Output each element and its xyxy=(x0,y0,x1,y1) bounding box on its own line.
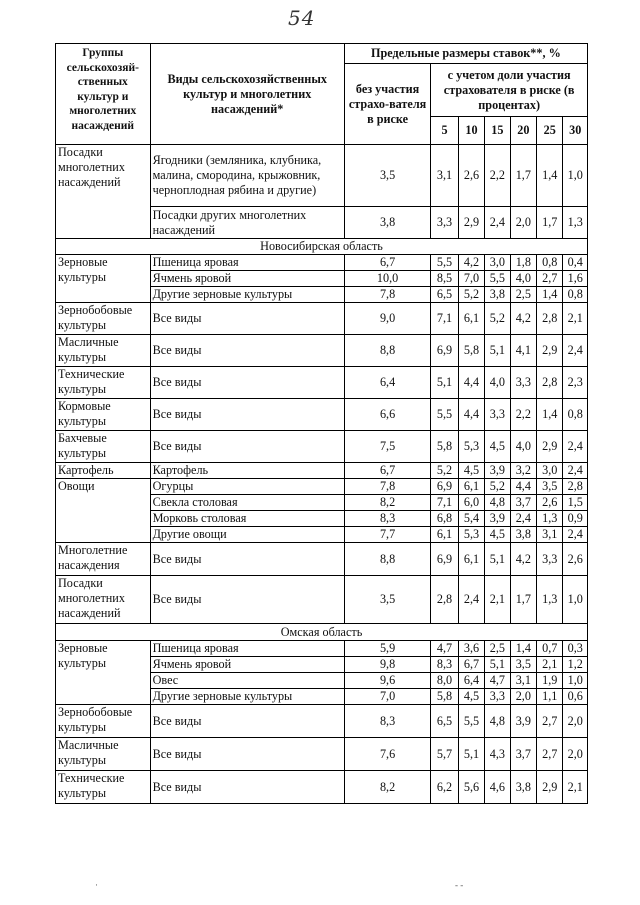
base-rate-cell: 6,7 xyxy=(344,255,430,271)
rate-cell: 4,0 xyxy=(485,367,510,399)
base-rate-cell: 5,9 xyxy=(344,641,430,657)
rate-cell: 3,3 xyxy=(485,399,510,431)
rate-cell: 5,5 xyxy=(431,399,458,431)
rate-cell: 2,0 xyxy=(563,705,588,738)
rate-cell: 4,8 xyxy=(485,705,510,738)
base-rate-cell: 6,6 xyxy=(344,399,430,431)
base-rate-cell: 8,3 xyxy=(344,705,430,738)
rate-cell: 1,7 xyxy=(510,145,536,207)
rate-cell: 2,2 xyxy=(510,399,536,431)
kind-column-header: Виды сельскохозяйственных культур и многолетних насаждений* xyxy=(150,44,344,145)
rate-cell: 1,2 xyxy=(563,657,588,673)
rate-cell: 4,2 xyxy=(458,255,484,271)
rate-cell: 2,9 xyxy=(458,207,484,239)
crop-kind-cell: Все виды xyxy=(150,771,344,804)
base-rate-cell: 6,7 xyxy=(344,463,430,479)
share-percent-header: 10 xyxy=(458,117,484,145)
crop-kind-cell: Все виды xyxy=(150,738,344,771)
insurance-rates-table xyxy=(55,43,588,804)
rate-cell: 0,9 xyxy=(563,511,588,527)
base-rate-cell: 10,0 xyxy=(344,271,430,287)
rate-cell: 4,6 xyxy=(485,771,510,804)
rate-cell: 3,9 xyxy=(485,463,510,479)
crop-kind-cell: Все виды xyxy=(150,705,344,738)
table-row xyxy=(56,771,588,804)
rate-cell: 1,3 xyxy=(537,511,563,527)
rate-cell: 0,6 xyxy=(563,689,588,705)
rate-cell: 5,1 xyxy=(485,335,510,367)
rate-cell: 4,4 xyxy=(458,399,484,431)
crop-kind-cell: Все виды xyxy=(150,399,344,431)
rate-cell: 1,4 xyxy=(537,399,563,431)
rate-cell: 1,7 xyxy=(510,576,536,624)
rate-cell: 1,4 xyxy=(537,287,563,303)
with-share-header: с учетом доли участия страхователя в риске (в процентах) xyxy=(431,64,588,117)
crop-kind-cell: Ячмень яровой xyxy=(150,271,344,287)
rate-cell: 5,5 xyxy=(431,255,458,271)
base-rate-cell: 3,5 xyxy=(344,145,430,207)
rate-cell: 2,8 xyxy=(537,367,563,399)
table-row xyxy=(56,303,588,335)
rate-cell: 2,5 xyxy=(485,641,510,657)
rate-cell: 4,3 xyxy=(485,738,510,771)
base-rate-cell: 9,0 xyxy=(344,303,430,335)
share-percent-header: 25 xyxy=(537,117,563,145)
rate-cell: 3,1 xyxy=(510,673,536,689)
rate-cell: 1,3 xyxy=(563,207,588,239)
rate-cell: 4,4 xyxy=(458,367,484,399)
rate-cell: 1,4 xyxy=(537,145,563,207)
table-row xyxy=(56,705,588,738)
crop-group-cell: Зернобобовые культуры xyxy=(56,303,151,335)
rate-cell: 5,2 xyxy=(485,303,510,335)
rate-cell: 2,1 xyxy=(563,771,588,804)
rate-cell: 6,4 xyxy=(458,673,484,689)
rate-cell: 6,9 xyxy=(431,543,458,576)
region-title: Новосибирская область xyxy=(56,239,588,255)
crop-kind-cell: Все виды xyxy=(150,576,344,624)
base-rate-cell: 8,8 xyxy=(344,543,430,576)
crop-kind-cell: Морковь столовая xyxy=(150,511,344,527)
rate-cell: 3,7 xyxy=(510,495,536,511)
rate-cell: 1,0 xyxy=(563,576,588,624)
rate-cell: 5,7 xyxy=(431,738,458,771)
rate-cell: 0,4 xyxy=(563,255,588,271)
rate-cell: 0,8 xyxy=(563,287,588,303)
table-row xyxy=(56,431,588,463)
rate-cell: 3,8 xyxy=(485,287,510,303)
crop-kind-cell: Огурцы xyxy=(150,479,344,495)
scan-mark: · xyxy=(95,880,98,890)
crop-group-cell: Картофель xyxy=(56,463,151,479)
rate-cell: 3,8 xyxy=(510,527,536,543)
base-rate-cell: 6,4 xyxy=(344,367,430,399)
rate-cell: 8,5 xyxy=(431,271,458,287)
group-column-header: Группы сельскохозяй-ственных культур и многолетних насаждений xyxy=(56,44,151,145)
rate-cell: 6,5 xyxy=(431,287,458,303)
rate-cell: 1,0 xyxy=(563,673,588,689)
crop-kind-cell: Другие зерновые культуры xyxy=(150,287,344,303)
rate-cell: 2,7 xyxy=(537,705,563,738)
rate-cell: 2,4 xyxy=(485,207,510,239)
rate-cell: 5,2 xyxy=(485,479,510,495)
rate-cell: 7,1 xyxy=(431,303,458,335)
crop-kind-cell: Картофель xyxy=(150,463,344,479)
base-rate-cell: 3,8 xyxy=(344,207,430,239)
region-row xyxy=(56,239,588,255)
rate-cell: 2,1 xyxy=(563,303,588,335)
region-title: Омская область xyxy=(56,624,588,641)
rate-cell: 2,4 xyxy=(563,335,588,367)
rate-cell: 4,0 xyxy=(510,271,536,287)
rate-cell: 5,1 xyxy=(458,738,484,771)
rate-cell: 4,4 xyxy=(510,479,536,495)
limits-header: Предельные размеры ставок**, % xyxy=(344,44,587,64)
rate-cell: 2,9 xyxy=(537,431,563,463)
rate-cell: 5,6 xyxy=(458,771,484,804)
base-rate-cell: 7,0 xyxy=(344,689,430,705)
crop-group-cell: Масличные культуры xyxy=(56,335,151,367)
rate-cell: 3,6 xyxy=(458,641,484,657)
crop-kind-cell: Все виды xyxy=(150,335,344,367)
crop-kind-cell: Другие овощи xyxy=(150,527,344,543)
rate-cell: 5,3 xyxy=(458,527,484,543)
rate-cell: 6,0 xyxy=(458,495,484,511)
rate-cell: 8,3 xyxy=(431,657,458,673)
rate-cell: 2,4 xyxy=(563,463,588,479)
rate-cell: 2,9 xyxy=(537,335,563,367)
rate-cell: 1,0 xyxy=(563,145,588,207)
rate-cell: 2,0 xyxy=(510,689,536,705)
table-row xyxy=(56,463,588,479)
rate-cell: 1,3 xyxy=(537,576,563,624)
crop-kind-cell: Свекла столовая xyxy=(150,495,344,511)
base-rate-cell: 7,8 xyxy=(344,479,430,495)
rate-cell: 3,7 xyxy=(510,738,536,771)
rate-cell: 0,8 xyxy=(563,399,588,431)
table-row xyxy=(56,543,588,576)
rate-cell: 5,2 xyxy=(431,463,458,479)
rate-cell: 4,7 xyxy=(431,641,458,657)
rate-cell: 3,3 xyxy=(431,207,458,239)
base-rate-cell: 3,5 xyxy=(344,576,430,624)
rate-cell: 2,0 xyxy=(510,207,536,239)
rate-cell: 3,3 xyxy=(510,367,536,399)
rate-cell: 3,1 xyxy=(431,145,458,207)
rate-cell: 4,2 xyxy=(510,543,536,576)
table-row xyxy=(56,641,588,657)
rate-cell: 2,8 xyxy=(537,303,563,335)
crop-kind-cell: Пшеница яровая xyxy=(150,641,344,657)
rate-cell: 0,8 xyxy=(537,255,563,271)
rate-cell: 2,3 xyxy=(563,367,588,399)
rate-cell: 6,1 xyxy=(458,479,484,495)
crop-kind-cell: Другие зерновые культуры xyxy=(150,689,344,705)
crop-group-cell: Овощи xyxy=(56,479,151,543)
rate-cell: 4,8 xyxy=(485,495,510,511)
rate-cell: 2,1 xyxy=(537,657,563,673)
rate-cell: 2,4 xyxy=(563,431,588,463)
crop-group-cell: Кормовые культуры xyxy=(56,399,151,431)
crop-group-cell: Посадки многолетних насаждений xyxy=(56,576,151,624)
rate-cell: 5,4 xyxy=(458,511,484,527)
rate-cell: 3,1 xyxy=(537,527,563,543)
rate-cell: 2,5 xyxy=(510,287,536,303)
crop-group-cell: Технические культуры xyxy=(56,771,151,804)
crop-group-cell: Посадки многолетних насаждений xyxy=(56,145,151,239)
crop-group-cell: Многолетние насаждения xyxy=(56,543,151,576)
rate-cell: 4,5 xyxy=(485,431,510,463)
crop-kind-cell: Все виды xyxy=(150,367,344,399)
rate-cell: 5,8 xyxy=(458,335,484,367)
rate-cell: 0,7 xyxy=(537,641,563,657)
rate-cell: 6,7 xyxy=(458,657,484,673)
rate-cell: 1,9 xyxy=(537,673,563,689)
rate-cell: 3,0 xyxy=(537,463,563,479)
rate-cell: 3,5 xyxy=(537,479,563,495)
rate-cell: 3,3 xyxy=(537,543,563,576)
table-row xyxy=(56,399,588,431)
rate-cell: 5,5 xyxy=(485,271,510,287)
table-row xyxy=(56,738,588,771)
share-percent-header: 15 xyxy=(485,117,510,145)
rate-cell: 6,2 xyxy=(431,771,458,804)
table-row xyxy=(56,145,588,207)
rate-cell: 2,8 xyxy=(431,576,458,624)
crop-kind-cell: Все виды xyxy=(150,431,344,463)
share-percent-header: 5 xyxy=(431,117,458,145)
scan-mark: - - xyxy=(455,880,464,890)
rate-cell: 5,5 xyxy=(458,705,484,738)
crop-group-cell: Масличные культуры xyxy=(56,738,151,771)
rate-cell: 3,9 xyxy=(510,705,536,738)
rate-cell: 1,8 xyxy=(510,255,536,271)
table-row xyxy=(56,479,588,495)
rate-cell: 3,3 xyxy=(485,689,510,705)
rate-cell: 3,2 xyxy=(510,463,536,479)
rate-cell: 2,4 xyxy=(510,511,536,527)
crop-kind-cell: Посадки других многолетних насаждений xyxy=(150,207,344,239)
rate-cell: 2,4 xyxy=(563,527,588,543)
rate-cell: 5,2 xyxy=(458,287,484,303)
rate-cell: 5,1 xyxy=(485,657,510,673)
share-percent-header: 30 xyxy=(563,117,588,145)
rate-cell: 3,5 xyxy=(510,657,536,673)
rate-cell: 2,4 xyxy=(458,576,484,624)
table-row xyxy=(56,367,588,399)
rate-cell: 5,3 xyxy=(458,431,484,463)
rate-cell: 4,1 xyxy=(510,335,536,367)
base-rate-cell: 8,2 xyxy=(344,495,430,511)
crop-group-cell: Бахчевые культуры xyxy=(56,431,151,463)
rate-cell: 5,8 xyxy=(431,431,458,463)
region-row xyxy=(56,624,588,641)
rate-cell: 5,8 xyxy=(431,689,458,705)
rate-cell: 5,1 xyxy=(485,543,510,576)
rate-cell: 6,5 xyxy=(431,705,458,738)
rate-cell: 1,7 xyxy=(537,207,563,239)
rate-cell: 4,5 xyxy=(485,527,510,543)
rate-cell: 2,2 xyxy=(485,145,510,207)
crop-kind-cell: Все виды xyxy=(150,303,344,335)
rate-cell: 5,1 xyxy=(431,367,458,399)
rate-cell: 6,1 xyxy=(458,303,484,335)
table-row xyxy=(56,335,588,367)
rate-cell: 7,1 xyxy=(431,495,458,511)
rate-cell: 4,2 xyxy=(510,303,536,335)
crop-kind-cell: Овес xyxy=(150,673,344,689)
rate-cell: 6,1 xyxy=(431,527,458,543)
rate-cell: 2,1 xyxy=(485,576,510,624)
rate-cell: 4,0 xyxy=(510,431,536,463)
base-rate-cell: 8,3 xyxy=(344,511,430,527)
crop-kind-cell: Ячмень яровой xyxy=(150,657,344,673)
rate-cell: 2,6 xyxy=(537,495,563,511)
rate-cell: 1,5 xyxy=(563,495,588,511)
rate-cell: 2,7 xyxy=(537,271,563,287)
base-rate-cell: 7,8 xyxy=(344,287,430,303)
crop-group-cell: Зерновые культуры xyxy=(56,641,151,705)
crop-group-cell: Зерновые культуры xyxy=(56,255,151,303)
rate-cell: 2,0 xyxy=(563,738,588,771)
rate-cell: 6,9 xyxy=(431,335,458,367)
rate-cell: 2,9 xyxy=(537,771,563,804)
base-rate-cell: 8,2 xyxy=(344,771,430,804)
crop-kind-cell: Пшеница яровая xyxy=(150,255,344,271)
rate-cell: 4,7 xyxy=(485,673,510,689)
rate-cell: 1,1 xyxy=(537,689,563,705)
rate-cell: 6,1 xyxy=(458,543,484,576)
page-number: 54 xyxy=(288,6,316,30)
rate-cell: 7,0 xyxy=(458,271,484,287)
crop-kind-cell: Ягодники (земляника, клубника, малина, смородина, крыжовник, черноплодная рябина и другие) xyxy=(150,145,344,207)
base-rate-cell: 7,6 xyxy=(344,738,430,771)
table-row xyxy=(56,255,588,271)
rate-cell: 3,9 xyxy=(485,511,510,527)
base-rate-cell: 8,8 xyxy=(344,335,430,367)
rate-cell: 2,6 xyxy=(563,543,588,576)
crop-group-cell: Зернобобовые культуры xyxy=(56,705,151,738)
base-rate-cell: 9,8 xyxy=(344,657,430,673)
no-participation-header: без участия страхо-вателя в риске xyxy=(344,64,430,145)
crop-group-cell: Технические культуры xyxy=(56,367,151,399)
share-percent-header: 20 xyxy=(510,117,536,145)
base-rate-cell: 7,7 xyxy=(344,527,430,543)
rate-cell: 6,9 xyxy=(431,479,458,495)
rate-cell: 2,8 xyxy=(563,479,588,495)
base-rate-cell: 7,5 xyxy=(344,431,430,463)
rate-cell: 3,8 xyxy=(510,771,536,804)
crop-kind-cell: Все виды xyxy=(150,543,344,576)
base-rate-cell: 9,6 xyxy=(344,673,430,689)
rate-cell: 1,4 xyxy=(510,641,536,657)
rate-cell: 1,6 xyxy=(563,271,588,287)
rate-cell: 8,0 xyxy=(431,673,458,689)
rate-cell: 4,5 xyxy=(458,689,484,705)
rate-cell: 0,3 xyxy=(563,641,588,657)
rate-cell: 6,8 xyxy=(431,511,458,527)
rate-cell: 4,5 xyxy=(458,463,484,479)
table-row xyxy=(56,576,588,624)
rate-cell: 3,0 xyxy=(485,255,510,271)
rate-cell: 2,7 xyxy=(537,738,563,771)
rate-cell: 2,6 xyxy=(458,145,484,207)
